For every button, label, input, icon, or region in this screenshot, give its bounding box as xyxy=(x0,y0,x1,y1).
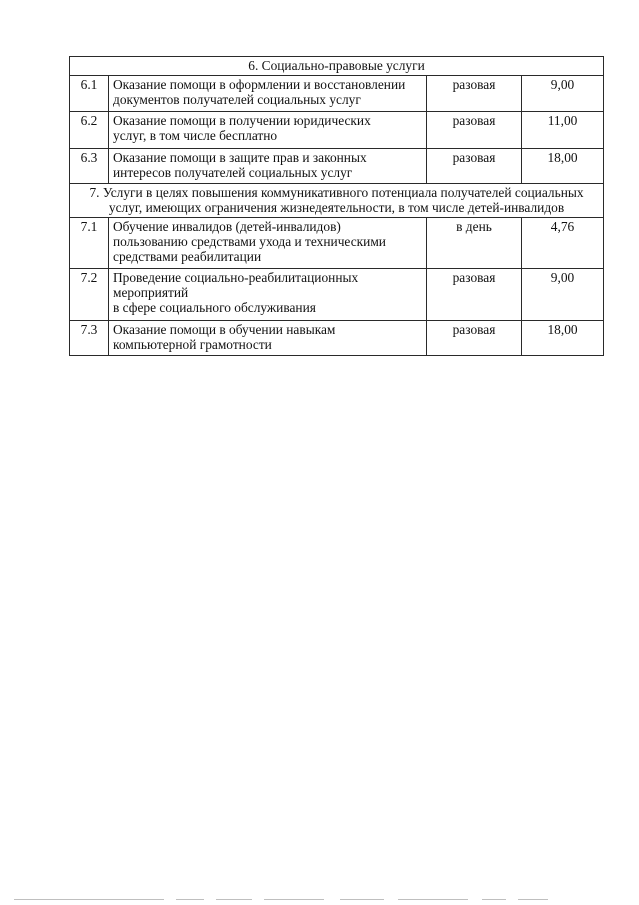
service-name xyxy=(109,269,427,321)
service-name-line: интересов получателей социальных услуг xyxy=(113,165,353,180)
row-number: 6.3 xyxy=(70,149,109,184)
service-name-line: документов получателей социальных услуг xyxy=(113,92,361,107)
service-price: 9,00 xyxy=(522,269,604,321)
service-name-line: пользованию средствами ухода и техническими xyxy=(113,234,386,249)
table-row xyxy=(70,218,604,269)
section-title xyxy=(70,184,604,218)
table-row xyxy=(70,76,604,112)
section-title: 6. Социально-правовые услуги xyxy=(70,57,604,76)
row-number: 7.3 xyxy=(70,321,109,356)
service-name-line: Обучение инвалидов (детей-инвалидов) xyxy=(113,219,341,234)
service-name-line: мероприятий xyxy=(113,285,189,300)
service-name xyxy=(109,218,427,269)
scan-artifact xyxy=(398,899,468,900)
service-name-line: услуг, в том числе бесплатно xyxy=(113,128,278,143)
scan-artifact xyxy=(264,899,324,900)
service-frequency: в день xyxy=(427,218,522,269)
service-price: 4,76 xyxy=(522,218,604,269)
service-frequency: разовая xyxy=(427,269,522,321)
table-row xyxy=(70,112,604,149)
service-frequency: разовая xyxy=(427,76,522,112)
service-frequency: разовая xyxy=(427,321,522,356)
scan-artifact xyxy=(482,899,506,900)
service-price: 11,00 xyxy=(522,112,604,149)
service-name-line: средствами реабилитации xyxy=(113,249,262,264)
scan-artifact xyxy=(216,899,252,900)
section-header-row xyxy=(70,57,604,76)
service-name-line: Оказание помощи в защите прав и законных xyxy=(113,150,367,165)
row-number: 6.1 xyxy=(70,76,109,112)
table-row xyxy=(70,149,604,184)
service-frequency: разовая xyxy=(427,149,522,184)
service-name-line: Оказание помощи в оформлении и восстановлении xyxy=(113,77,406,92)
service-name xyxy=(109,76,427,112)
service-frequency: разовая xyxy=(427,112,522,149)
scan-artifact xyxy=(176,899,204,900)
service-name-line: в сфере социального обслуживания xyxy=(113,300,316,315)
table-row xyxy=(70,321,604,356)
service-name-line: компьютерной грамотности xyxy=(113,337,272,352)
row-number: 7.1 xyxy=(70,218,109,269)
service-name-line: Оказание помощи в обучении навыкам xyxy=(113,322,336,337)
service-price: 18,00 xyxy=(522,149,604,184)
section-header-row xyxy=(70,184,604,218)
section-title-line: 7. Услуги в целях повышения коммуникативного потенциала получателей социальных xyxy=(89,185,584,200)
table-row xyxy=(70,269,604,321)
row-number: 7.2 xyxy=(70,269,109,321)
service-name-line: Проведение социально-реабилитационных xyxy=(113,270,359,285)
section-title-line: услуг, имеющих ограничения жизнедеятельности, в том числе детей-инвалидов xyxy=(108,200,565,215)
service-price: 18,00 xyxy=(522,321,604,356)
service-name-line: Оказание помощи в получении юридических xyxy=(113,113,371,128)
service-name xyxy=(109,321,427,356)
scan-artifact xyxy=(14,899,164,900)
service-name xyxy=(109,149,427,184)
service-name xyxy=(109,112,427,149)
scan-artifact xyxy=(340,899,384,900)
services-tariff-table xyxy=(69,56,604,356)
row-number: 6.2 xyxy=(70,112,109,149)
scan-artifact xyxy=(518,899,548,900)
service-price: 9,00 xyxy=(522,76,604,112)
